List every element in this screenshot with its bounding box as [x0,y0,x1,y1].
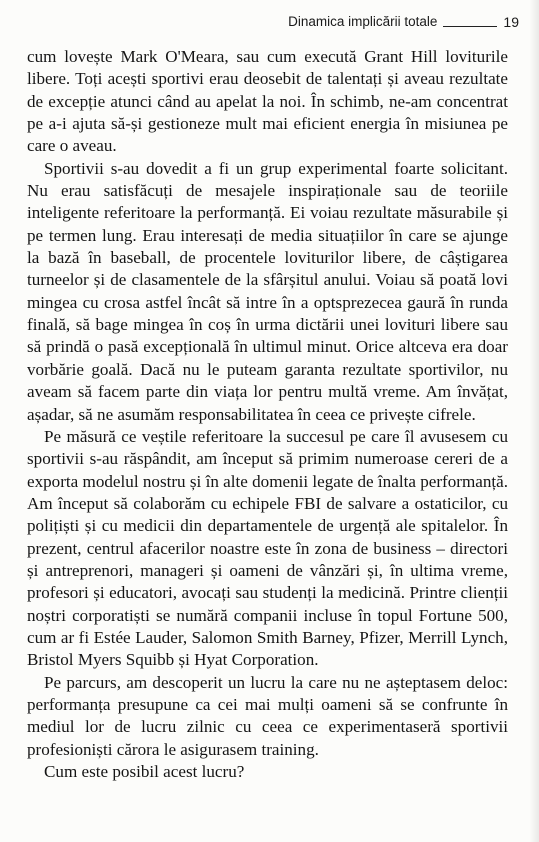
header-rule [443,26,497,27]
page-number: 19 [503,14,519,30]
body-text [27,46,508,783]
paragraph: Pe măsură ce veștile referitoare la succesul pe care îl avusesem cu sportivii s-au răspândit, am început să primim numeroase cereri de a exporta modelul nostru și în alte domenii legate de înalta performanță. Am început să colaborăm cu echipele FBI de salvare a ostaticilor, cu polițiști și cu medicii din departamentele de urgență ale spitalelor. În prezent, centrul afacerilor noastre este în zona de business – directori și antreprenori, manageri și oameni de vânzări și, în ultima vreme, profesori și educatori, avocați sau studenți la medicină. Printre clienții noștri corporatiști se numără companii incluse în topul Fortune 500, cum ar fi Estée Lauder, Salomon Smith Barney, Pfizer, Merrill Lynch, Bristol Myers Squibb și Hyat Corporation. [27,426,508,670]
page-edge-shadow [529,0,539,842]
paragraph-continued: cum lovește Mark O'Meara, sau cum execută Grant Hill loviturile libere. Toți acești sportivi erau deosebit de talentați și aveau rezultate de excepție atunci când au apelat la noi. În schimb, ne-am concentrat pe a-i ajuta să-și gestioneze mult mai eficient energia în misiunea pe care o aveau. [27,47,508,156]
paragraph: Pe parcurs, am descoperit un lucru la care nu ne așteptasem deloc: performanța presupune ca cei mai mulți oameni să se confrunte în mediul lor de lucru zilnic cu ceea ce experimentaseră sportivii profesioniști cărora le asigurasem training. [27,672,508,759]
paragraph: Sportivii s-au dovedit a fi un grup experimental foarte solicitant. Nu erau satisfăcuți de mesajele inspiraționale sau de teoriile inteligente referitoare la performanță. Ei voiau rezultate măsurabile și pe termen lung. Erau interesați de media situațiilor în care se ajunge la bază în baseball, de procentele loviturilor libere, de câștigarea turneelor și de clasamentele de la sfârșitul anului. Voiau să poată lovi mingea cu crosa astfel încât să intre în a optsprezecea gaură în runda finală, să bage mingea în coș în urma dictării unei lovituri libere sau să prindă o pasă excepțională în ultimul minut. Orice altceva era doar vorbărie goală. Dacă nu le puteam garanta rezultate sportivilor, nu aveam să facem parte din viața lor pentru multă vreme. Am învățat, așadar, să ne asumăm responsabilitatea în ceea ce privește cifrele. [27,158,508,424]
paragraph-question: Cum este posibil acest lucru? [44,762,245,781]
running-header [288,14,519,30]
chapter-title: Dinamica implicării totale [288,14,438,29]
